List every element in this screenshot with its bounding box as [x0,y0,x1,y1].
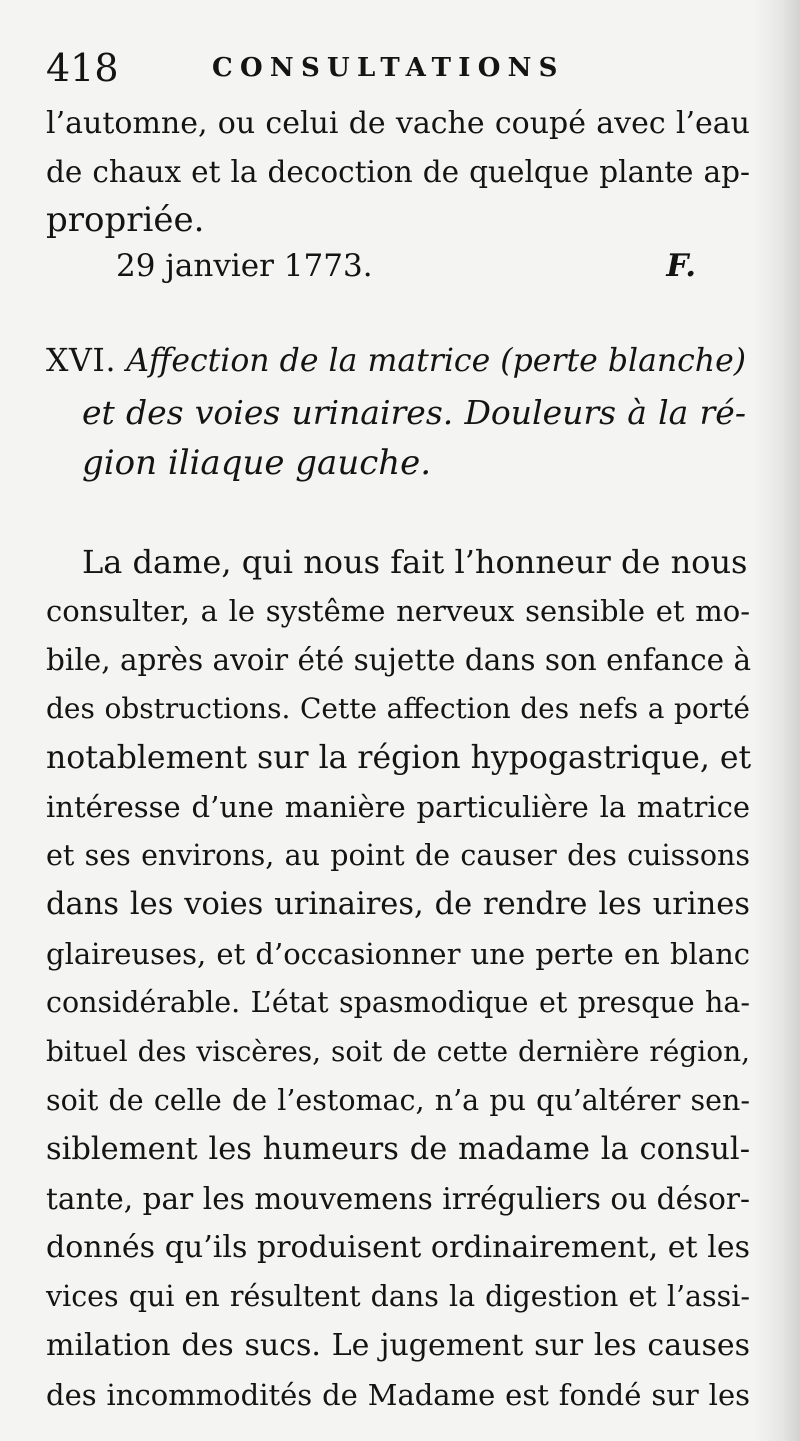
text-line: des incommodités de Madame est fondé sur les [46,1378,750,1412]
text-line: consulter, a le systême nerveux sensible et mo- [46,594,750,628]
author-signature: F. [666,248,696,284]
text-line: et ses environs, au point de causer des cuissons [46,839,750,872]
consultation-date: 29 janvier 1773. [116,248,373,284]
text-line: La dame, qui nous fait l’honneur de nous [82,543,748,581]
text-line: considérable. L’état spasmodique et presque ha- [46,986,750,1019]
section-heading-line [46,336,746,386]
text-line: de chaux et la decoction de quelque plante ap- [46,155,750,189]
page-number: 418 [46,46,119,90]
text-line: des obstructions. Cette affection des nefs a porté [46,692,750,725]
running-title: CONSULTATIONS [212,53,565,83]
text-line: notablement sur la région hypogastrique, et [46,740,752,776]
text-line: propriée. [46,200,205,240]
text-line: tante, par les mouvemens irréguliers ou désor- [46,1182,750,1216]
section-number: XVI. [46,343,117,379]
text-line: soit de celle de l’estomac, n’a pu qu’altérer sen- [46,1084,750,1117]
text-line: siblement les humeurs de madame la consul- [46,1132,750,1167]
text-line: donnés qu’ils produisent ordinairement, et les [46,1230,750,1265]
text-line: glaireuses, et d’occasionner une perte en blanc [46,937,750,971]
section-title-part: Affection de la matrice (perte blanche) [126,343,747,379]
text-line: intéresse d’une manière particulière la matrice [46,790,750,824]
text-line: milation des sucs. Le jugement sur les causes [46,1328,750,1363]
text-line: dans les voies urinaires, de rendre les urines [46,887,750,922]
section-heading-line: gion iliaque gauche. [82,443,432,483]
running-head [46,44,746,92]
page-edge-shadow [754,0,800,1441]
text-line: bile, après avoir été sujette dans son enfance à [46,643,752,677]
text-line: vices qui en résultent dans la digestion et l’assi- [46,1280,750,1313]
text-line: bituel des viscères, soit de cette dernière région, [46,1035,750,1068]
text-line: l’automne, ou celui de vache coupé avec l’eau [46,106,750,141]
section-heading-line: et des voies urinaires. Douleurs à la ré- [82,393,746,432]
